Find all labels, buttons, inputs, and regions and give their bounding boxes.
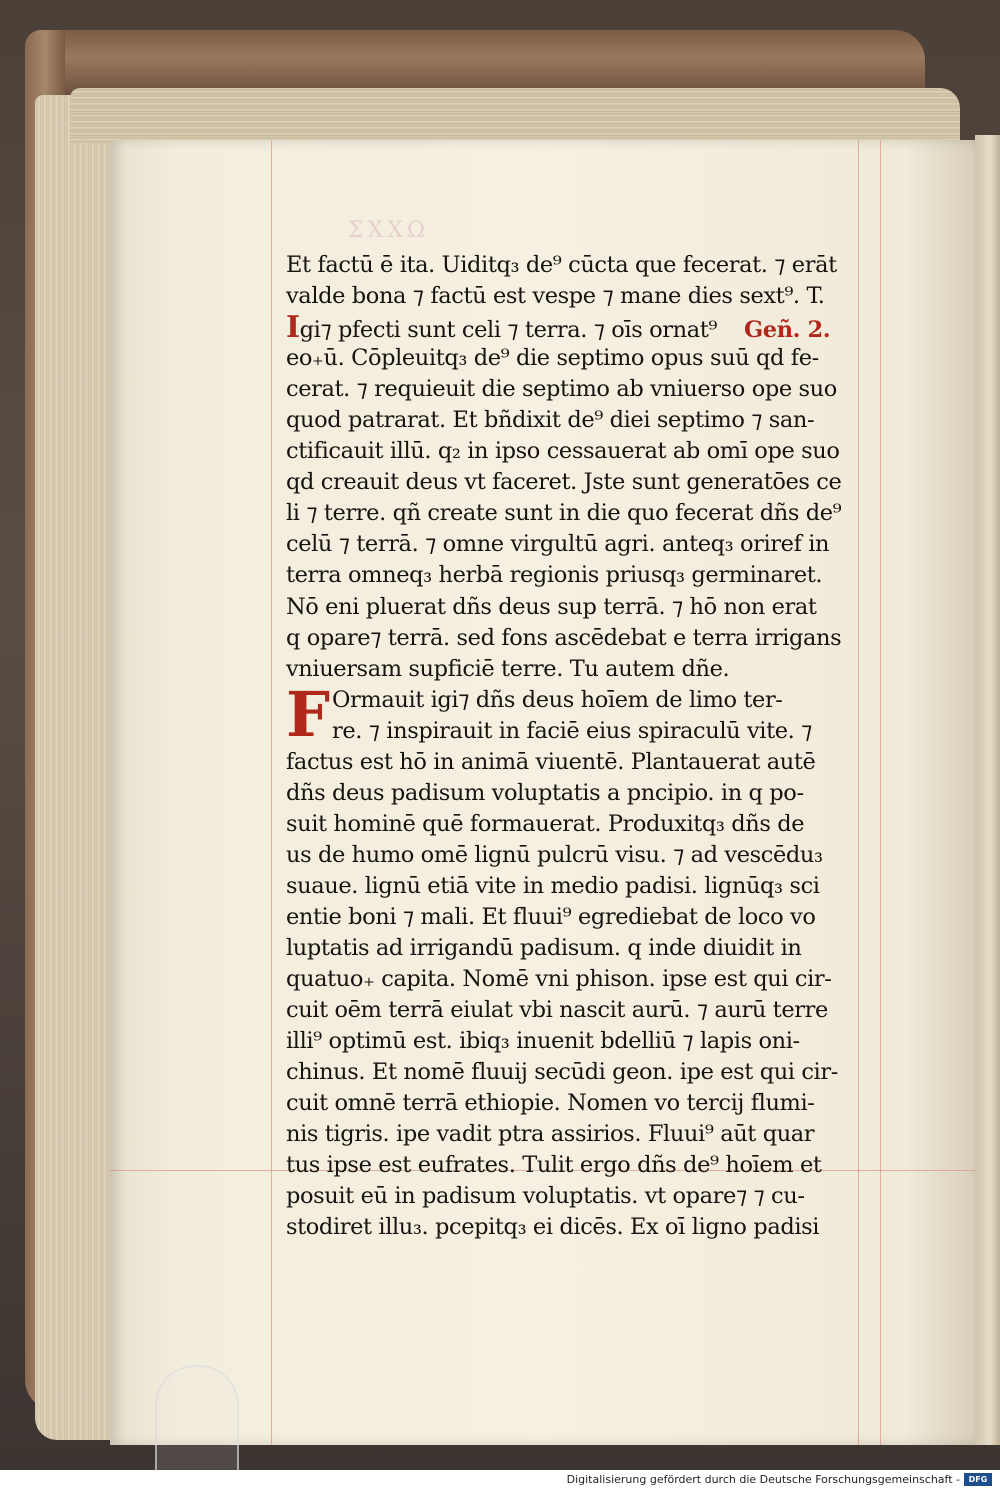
text-line: quatuo₊ capita. Nomē vni phison. ipse est qui cir- <box>286 966 832 993</box>
text-column <box>286 250 866 1244</box>
text-line: terra omneq₃ herbā regionis priusq₃ germinaret. <box>286 562 823 589</box>
text-line: Nō eni pluerat dñs deus sup terrā. ⁊ hō non erat <box>286 593 817 620</box>
text-line: ctificauit illū. q₂ in ipso cessauerat ab omī ope suo <box>286 438 840 465</box>
text-line: suaue. lignū etiā vite in medio padisi. lignūq₃ sci <box>286 872 820 899</box>
text-line: cuit oēm terrā eiulat vbi nascit aurū. ⁊ aurū terre <box>286 997 828 1024</box>
facing-page-edge <box>975 135 1000 1445</box>
page-clip <box>155 1365 239 1470</box>
text-line: li ⁊ terre. qñ create sunt in die quo fecerat dñs de⁹ <box>286 500 842 527</box>
text-line: re. ⁊ inspirauit in faciē eius spiraculū vite. ⁊ <box>332 717 812 744</box>
text-line: cuit omnē terrā ethiopie. Nomen vo tercij flumi- <box>286 1090 815 1117</box>
text-line: luptatis ad irrigandū padisum. q inde diuidit in <box>286 935 802 962</box>
text-line: Et factū ē ita. Uiditq₃ de⁹ cūcta que fecerat. ⁊ erāt <box>286 252 837 278</box>
faint-stamp: ΣΧΧΩ <box>348 218 430 243</box>
text-line: illi⁹ optimū est. ibiq₃ inuenit bdelliū ⁊ lapis oni- <box>286 1028 800 1055</box>
text-line: quod patrarat. Et bñdixit de⁹ diei septimo ⁊ san- <box>286 407 815 434</box>
text-line: q opare⁊ terrā. sed fons ascēdebat e terra irrigans <box>286 624 842 651</box>
text-line: valde bona ⁊ factū est vespe ⁊ mane dies sext⁹. T. <box>286 283 825 310</box>
text-line: Ormauit igi⁊ dñs deus hoīem de limo ter- <box>332 686 783 713</box>
page-edges-top <box>70 88 960 143</box>
funding-notice: Digitalisierung gefördert durch die Deutsche Forschungsgemeinschaft - <box>566 1473 960 1486</box>
text-line: tus ipse est eufrates. Tulit ergo dñs de⁹ hoīem et <box>286 1152 822 1179</box>
text-line: factus est hō in animā viuentē. Plantauerat autē <box>286 748 816 775</box>
text-line: suit hominē quē formauerat. Produxitq₃ dñs de <box>286 810 805 837</box>
text-line: vniuersam supficiē terre. Tu autem dñe. <box>286 655 730 682</box>
text-line: entie boni ⁊ mali. Et fluui⁹ egrediebat de loco vo <box>286 903 816 930</box>
text-line: qd creauit deus vt faceret. Jste sunt generatōes ce <box>286 469 842 496</box>
text-line: dñs deus padisum voluptatis a pncipio. in q po- <box>286 779 804 806</box>
text-line: chinus. Et nomē fluuij secūdi geon. ipe est qui cir- <box>286 1059 838 1086</box>
decorated-initial: F <box>286 677 330 751</box>
ruling-line-left <box>271 140 272 1445</box>
text-line: stodiret illu₃. pcepitq₃ ei dicēs. Ex oī ligno padisi <box>286 1214 820 1241</box>
text-line-with-initial <box>286 310 866 346</box>
text-line: cerat. ⁊ requieuit die septimo ab vniuerso ope suo <box>286 376 837 403</box>
rubricated-initial: I <box>286 310 300 346</box>
book-page <box>110 140 975 1445</box>
text-line: gi⁊ pfecti sunt celi ⁊ terra. ⁊ oīs ornat⁹ <box>299 317 717 344</box>
rubric-reference: Geñ. 2. <box>743 317 831 344</box>
text-line: nis tigris. ipe vadit ptra assirios. Fluui⁹ aūt quar <box>286 1121 815 1148</box>
text-line: posuit eū in padisum voluptatis. vt opare⁊ ⁊ cu- <box>286 1183 805 1210</box>
ruling-line-right-outer <box>880 140 881 1445</box>
text-line: us de humo omē lignū pulcrū visu. ⁊ ad vescēdu₃ <box>286 841 823 868</box>
dfg-logo: DFG <box>964 1473 992 1486</box>
text-line: celū ⁊ terrā. ⁊ omne virgultū agri. anteq₃ oriref in <box>286 531 830 558</box>
footer-bar <box>0 1470 1000 1489</box>
text-line: eo₊ū. Cōpleuitq₃ de⁹ die septimo opus suū qd fe- <box>286 345 819 372</box>
